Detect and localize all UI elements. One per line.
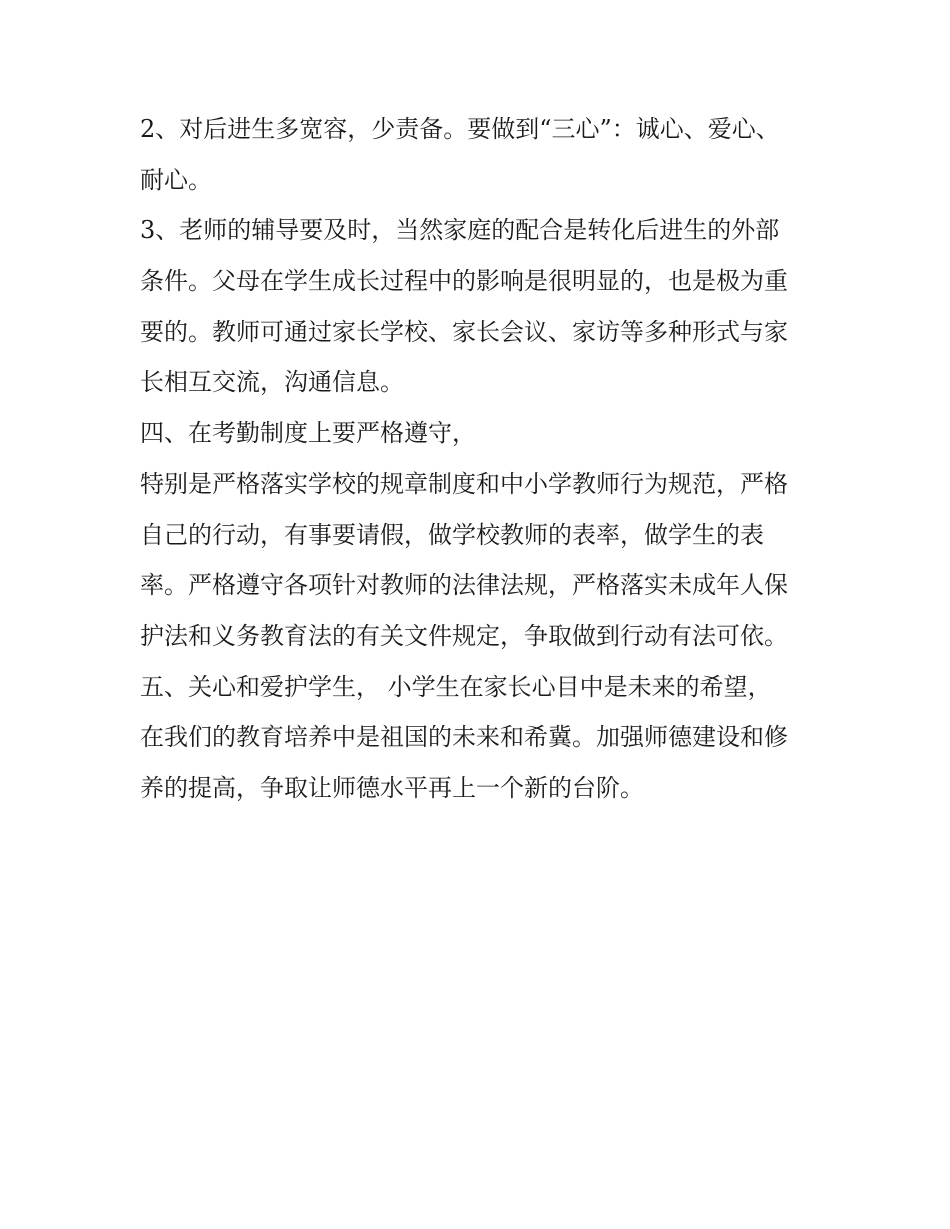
- text-line: 特别是严格落实学校的规章制度和中小学教师行为规范，严格: [140, 469, 788, 498]
- text-line: 3、老师的辅导要及时，当然家庭的配合是转化后进生的外部: [140, 216, 780, 245]
- text-line: 长相互交流，沟通信息。: [140, 368, 404, 397]
- document-body: [140, 104, 820, 814]
- text-line: 条件。父母在学生成长过程中的影响是很明显的，也是极为重: [140, 267, 788, 296]
- text-line: 在我们的教育培养中是祖国的未来和希冀。加强师德建设和修: [140, 723, 788, 752]
- text-line: 护法和义务教育法的有关文件规定，争取做到行动有法可依。: [140, 621, 788, 650]
- text-line: 养的提高，争取让师德水平再上一个新的台阶。: [140, 773, 644, 802]
- text-line: 自己的行动，有事要请假，做学校教师的表率，做学生的表: [140, 520, 764, 549]
- section-heading: 四、在考勤制度上要严格遵守，: [140, 419, 476, 448]
- text-line: 要的。教师可通过家长学校、家长会议、家访等多种形式与家: [140, 317, 788, 346]
- text-line: 率。严格遵守各项针对教师的法律法规，严格落实未成年人保: [140, 571, 788, 600]
- section-heading: 五、关心和爱护学生， 小学生在家长心目中是未来的希望，: [140, 672, 772, 701]
- text-line: 2、对后进生多宽容，少责备。要做到“三心”：诚心、爱心、: [140, 115, 780, 143]
- text-line: 耐心。: [140, 165, 212, 194]
